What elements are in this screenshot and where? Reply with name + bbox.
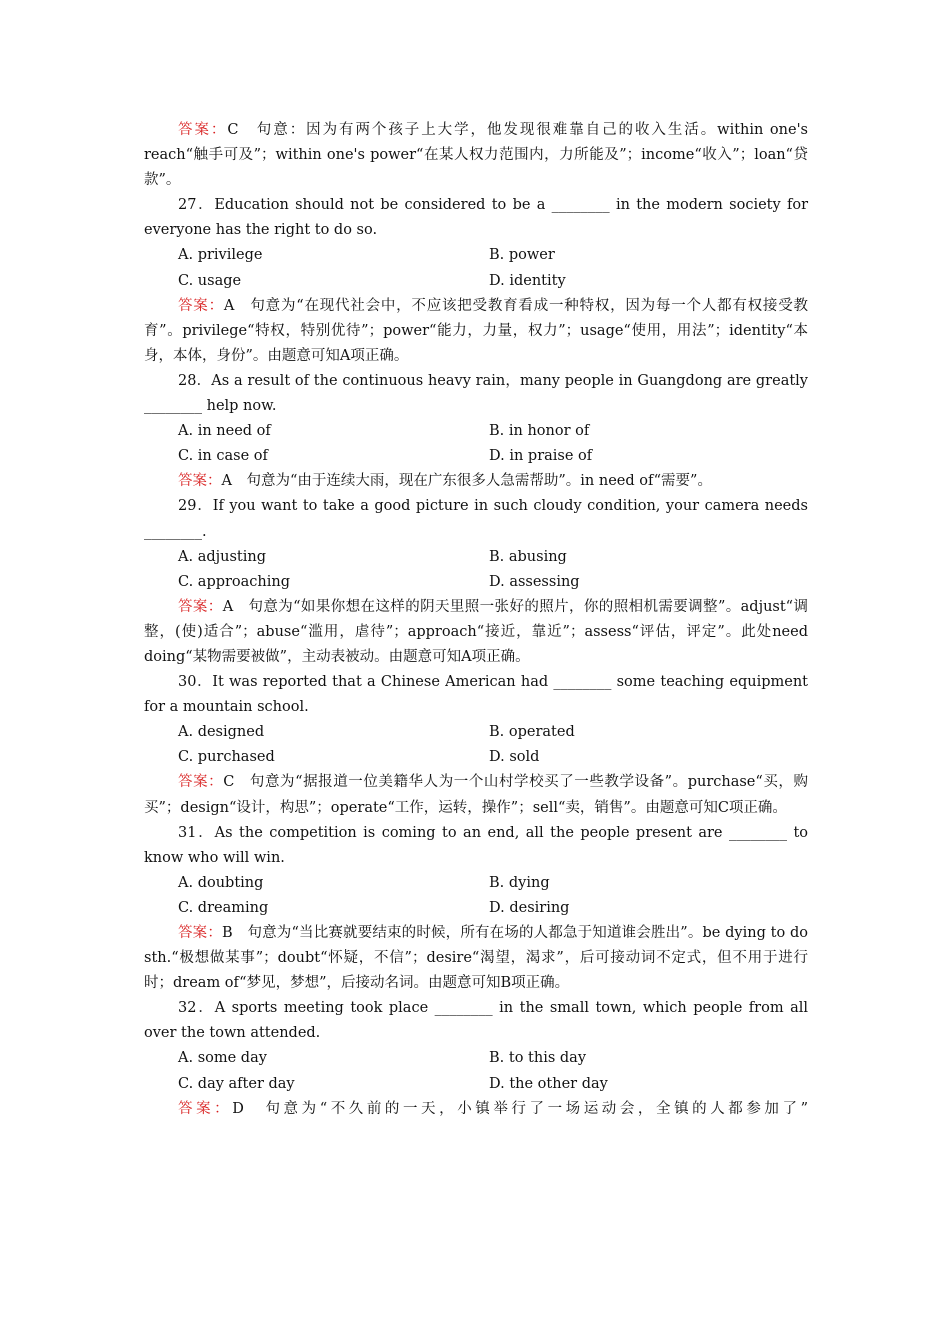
options-row <box>144 444 808 469</box>
question-text: 31．As the competition is coming to an end, all the people present are ________ to know who will win. <box>144 824 808 866</box>
answer-text: A 句意为“在现代社会中，不应该把受教育看成一种特权，因为每一个人都有权接受教育”。privilege“特权，特别优待”；power“能力，力量，权力”；usage“使用，用法”；identity“本身，本体，身份”。由题意可知A项正确。 <box>144 297 809 364</box>
answer-paragraph <box>144 770 808 820</box>
option-c: C. in case of <box>178 448 268 465</box>
option-a: A. adjusting <box>178 548 266 565</box>
answer-label: 答案： <box>178 774 224 791</box>
answer-paragraph <box>144 1097 808 1122</box>
document-page <box>144 118 808 1122</box>
options-row <box>144 545 808 570</box>
answer-paragraph <box>144 294 808 369</box>
options-row <box>144 871 808 896</box>
option-c: C. approaching <box>178 573 291 590</box>
options-row <box>144 419 808 444</box>
answer-text: C 句意：因为有两个孩子上大学，他发现很难靠自己的收入生活。within one's reach“触手可及”；within one's power“在某人权力范围内，力所能及”；income“收入”；loan“贷款”。 <box>144 122 809 189</box>
option-c: C. purchased <box>178 749 275 766</box>
answer-text: A 句意为“由于连续大雨，现在广东很多人急需帮助”。in need of“需要”。 <box>221 473 712 490</box>
option-b: B. operated <box>489 724 575 741</box>
answer-text: B 句意为“当比赛就要结束的时候，所有在场的人都急于知道谁会胜出”。be dying to do sth.“极想做某事”；doubt“怀疑，不信”；desire“渴望，渴求”，后可接动词不定式，但不用于进行时；dream of“梦见，梦想”，后接动名词。由题意可知B项正确。 <box>144 925 808 992</box>
answer-label: 答案： <box>178 473 222 490</box>
answer-label: 答案： <box>178 122 228 138</box>
option-d: D. the other day <box>489 1075 608 1092</box>
option-c: C. usage <box>178 272 242 289</box>
options-row <box>144 896 808 921</box>
option-b: B. to this day <box>489 1050 587 1067</box>
question-text: 32．A sports meeting took place ________ in the small town, which people from all over the town attended. <box>144 1000 808 1042</box>
option-a: A. in need of <box>178 423 271 440</box>
option-d: D. in praise of <box>489 448 593 465</box>
answer-label: 答案： <box>178 297 224 314</box>
option-d: D. assessing <box>489 573 580 590</box>
answer-label: 答案： <box>178 598 223 615</box>
answer-text: D 句意为“不久前的一天，小镇举行了一场运动会，全镇的人都参加了” <box>232 1100 808 1117</box>
option-c: C. day after day <box>178 1075 295 1092</box>
option-a: A. designed <box>178 724 265 741</box>
option-d: D. sold <box>489 749 540 766</box>
option-c: C. dreaming <box>178 899 269 916</box>
options-row <box>144 745 808 770</box>
question-text: 28．As a result of the continuous heavy rain，many people in Guangdong are greatly ________ help now. <box>144 372 808 415</box>
answer-paragraph <box>144 469 808 494</box>
options-row <box>144 243 808 268</box>
options-row <box>144 1072 808 1097</box>
options-row <box>144 1046 808 1071</box>
answer-paragraph <box>144 595 808 670</box>
answer-paragraph <box>144 118 808 193</box>
answer-label: 答案： <box>178 1100 233 1117</box>
options-row <box>144 570 808 595</box>
option-a: A. privilege <box>178 247 263 264</box>
answer-text: C 句意为“据报道一位美籍华人为一个山村学校买了一些教学设备”。purchase“买，购买”；design“设计，构思”；operate“工作，运转，操作”；sell“卖，销售”。由题意可知C项正确。 <box>144 774 808 816</box>
answer-paragraph <box>144 921 808 996</box>
question-text: 29．If you want to take a good picture in such cloudy condition, your camera needs ________. <box>144 498 808 540</box>
option-d: D. identity <box>489 272 566 289</box>
option-b: B. dying <box>489 874 550 891</box>
question-text: 27．Education should not be considered to be a ________ in the modern society for everyone has the right to do so. <box>144 197 808 239</box>
option-d: D. desiring <box>489 899 570 916</box>
option-a: A. some day <box>178 1050 267 1067</box>
option-a: A. doubting <box>178 874 264 891</box>
options-row <box>144 720 808 745</box>
question-text: 30．It was reported that a Chinese American had ________ some teaching equipment for a mountain school. <box>144 674 808 716</box>
option-b: B. abusing <box>489 548 567 565</box>
option-b: B. power <box>489 247 555 264</box>
options-row <box>144 269 808 294</box>
answer-label: 答案： <box>178 925 222 941</box>
option-b: B. in honor of <box>489 423 590 440</box>
answer-text: A 句意为“如果你想在这样的阴天里照一张好的照片，你的照相机需要调整”。adjust“调整，(使)适合”；abuse“滥用，虐待”；approach“接近，靠近”；assess“评估，评定”。此处need doing“某物需要被做”，主动表被动。由题意可知A项正确。 <box>144 598 808 665</box>
